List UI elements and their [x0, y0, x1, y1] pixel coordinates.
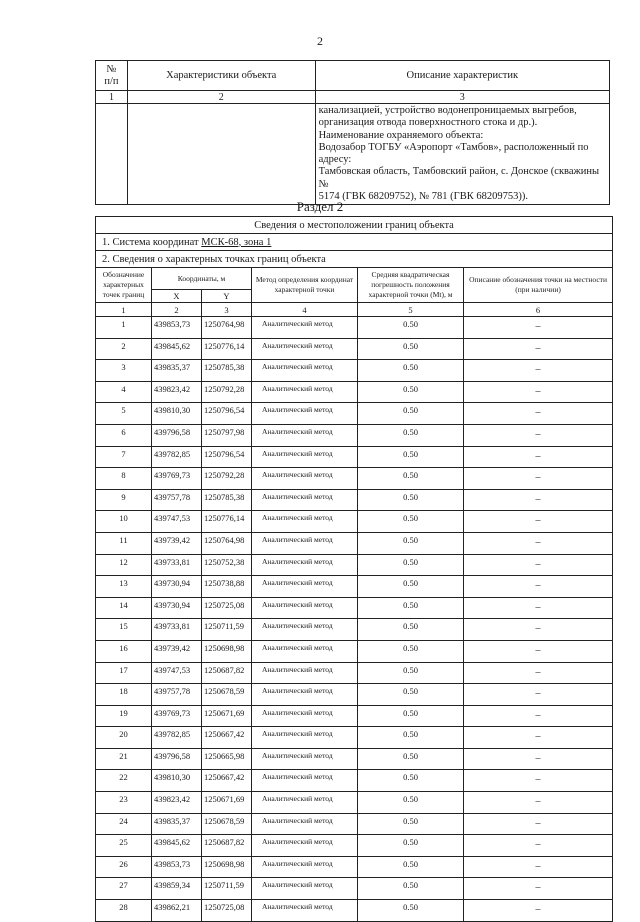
coord-y: 1250776,14 [202, 511, 252, 533]
table-row [96, 489, 613, 511]
marking-cell: – [464, 532, 613, 554]
marking-cell: – [464, 381, 613, 403]
coord-x: 439845,62 [152, 338, 202, 360]
col-number: 1 [96, 91, 128, 104]
marking-cell: – [464, 619, 613, 641]
point-number: 24 [96, 813, 152, 835]
method-cell: Аналитический метод [252, 856, 358, 878]
header-coordinates: Координаты, м [152, 268, 252, 290]
coord-x: 439796,58 [152, 424, 202, 446]
header-x: X [152, 290, 202, 303]
point-number: 1 [96, 317, 152, 339]
method-cell: Аналитический метод [252, 338, 358, 360]
section-title: Раздел 2 [296, 199, 344, 214]
point-number: 4 [96, 381, 152, 403]
marking-cell: – [464, 727, 613, 749]
table-row [96, 684, 613, 706]
table-row [96, 554, 613, 576]
coord-y: 1250687,82 [202, 662, 252, 684]
coord-x: 439747,53 [152, 511, 202, 533]
coord-y: 1250752,38 [202, 554, 252, 576]
coord-y: 1250667,42 [202, 770, 252, 792]
point-number: 9 [96, 489, 152, 511]
table-row [96, 468, 613, 490]
marking-cell: – [464, 597, 613, 619]
point-number: 21 [96, 748, 152, 770]
description-line: 5174 (ГВК 68209752), № 781 (ГВК 68209753)). [318, 191, 528, 203]
table-row [96, 424, 613, 446]
coord-y: 1250764,98 [202, 317, 252, 339]
coord-y: 1250796,54 [202, 446, 252, 468]
point-number: 28 [96, 900, 152, 922]
table-row [96, 900, 613, 922]
point-number: 8 [96, 468, 152, 490]
table-row [96, 856, 613, 878]
description-line: организация отвода поверхностного стока и др.). [318, 117, 538, 129]
empty-cell [96, 104, 128, 205]
marking-cell: – [464, 813, 613, 835]
coord-x: 439835,37 [152, 360, 202, 382]
table-row [96, 640, 613, 662]
coord-x: 439739,42 [152, 532, 202, 554]
method-cell: Аналитический метод [252, 727, 358, 749]
empty-cell [127, 104, 315, 205]
points-label: 2. Сведения о характерных точках границ объекта [96, 251, 613, 268]
method-cell: Аналитический метод [252, 446, 358, 468]
accuracy-cell: 0.50 [358, 835, 464, 857]
table-row [96, 770, 613, 792]
coord-x: 439757,78 [152, 684, 202, 706]
col-number: 1 [96, 303, 152, 317]
coord-y: 1250671,69 [202, 792, 252, 814]
method-cell: Аналитический метод [252, 381, 358, 403]
table-row [96, 597, 613, 619]
table-title: Сведения о местоположении границ объекта [96, 217, 613, 234]
marking-cell: – [464, 878, 613, 900]
coord-x: 439730,94 [152, 597, 202, 619]
method-cell: Аналитический метод [252, 792, 358, 814]
accuracy-cell: 0.50 [358, 856, 464, 878]
marking-cell: – [464, 446, 613, 468]
coord-x: 439769,73 [152, 468, 202, 490]
table-row [96, 403, 613, 425]
coord-y: 1250796,54 [202, 403, 252, 425]
table-row [96, 748, 613, 770]
description-cell [315, 104, 609, 205]
col-number: 5 [358, 303, 464, 317]
table-row [96, 338, 613, 360]
marking-cell: – [464, 662, 613, 684]
marking-cell: – [464, 748, 613, 770]
marking-cell: – [464, 770, 613, 792]
method-cell: Аналитический метод [252, 705, 358, 727]
coord-x: 439733,81 [152, 619, 202, 641]
point-number: 18 [96, 684, 152, 706]
method-cell: Аналитический метод [252, 770, 358, 792]
accuracy-cell: 0.50 [358, 446, 464, 468]
method-cell: Аналитический метод [252, 576, 358, 598]
method-cell: Аналитический метод [252, 878, 358, 900]
coord-y: 1250776,14 [202, 338, 252, 360]
point-number: 23 [96, 792, 152, 814]
header-no: № п/п [96, 61, 128, 91]
coord-y: 1250671,69 [202, 705, 252, 727]
table-row [96, 381, 613, 403]
header-characteristics: Характеристики объекта [127, 61, 315, 91]
coord-y: 1250665,98 [202, 748, 252, 770]
method-cell: Аналитический метод [252, 468, 358, 490]
coord-y: 1250792,28 [202, 381, 252, 403]
point-number: 26 [96, 856, 152, 878]
description-line: Водозабор ТОГБУ «Аэропорт «Тамбов», расположенный по адресу: [318, 141, 589, 166]
coord-y: 1250687,82 [202, 835, 252, 857]
method-cell: Аналитический метод [252, 317, 358, 339]
coord-x: 439835,37 [152, 813, 202, 835]
coord-system-value: МСК-68, зона 1 [201, 236, 272, 248]
coord-x: 439730,94 [152, 576, 202, 598]
accuracy-cell: 0.50 [358, 403, 464, 425]
table-row [96, 727, 613, 749]
coord-x: 439810,30 [152, 403, 202, 425]
coord-x: 439823,42 [152, 792, 202, 814]
coord-y: 1250725,08 [202, 900, 252, 922]
accuracy-cell: 0.50 [358, 424, 464, 446]
method-cell: Аналитический метод [252, 532, 358, 554]
marking-cell: – [464, 856, 613, 878]
coord-x: 439859,34 [152, 878, 202, 900]
accuracy-cell: 0.50 [358, 360, 464, 382]
coord-x: 439853,73 [152, 317, 202, 339]
table-row [96, 317, 613, 339]
coord-x: 439782,85 [152, 446, 202, 468]
point-number: 16 [96, 640, 152, 662]
coord-y: 1250738,88 [202, 576, 252, 598]
marking-cell: – [464, 511, 613, 533]
coord-y: 1250678,59 [202, 813, 252, 835]
col-number: 6 [464, 303, 613, 317]
marking-cell: – [464, 338, 613, 360]
coord-x: 439823,42 [152, 381, 202, 403]
method-cell: Аналитический метод [252, 813, 358, 835]
table-row [96, 835, 613, 857]
point-number: 5 [96, 403, 152, 425]
coord-y: 1250797,98 [202, 424, 252, 446]
points-body [96, 317, 613, 922]
method-cell: Аналитический метод [252, 640, 358, 662]
method-cell: Аналитический метод [252, 662, 358, 684]
accuracy-cell: 0.50 [358, 684, 464, 706]
marking-cell: – [464, 900, 613, 922]
method-cell: Аналитический метод [252, 835, 358, 857]
accuracy-cell: 0.50 [358, 770, 464, 792]
marking-cell: – [464, 403, 613, 425]
point-number: 14 [96, 597, 152, 619]
marking-cell: – [464, 705, 613, 727]
point-number: 12 [96, 554, 152, 576]
point-number: 10 [96, 511, 152, 533]
coord-y: 1250711,59 [202, 619, 252, 641]
method-cell: Аналитический метод [252, 554, 358, 576]
marking-cell: – [464, 835, 613, 857]
marking-cell: – [464, 468, 613, 490]
col-number: 2 [127, 91, 315, 104]
table-row [96, 360, 613, 382]
coord-x: 439853,73 [152, 856, 202, 878]
table-row [96, 813, 613, 835]
accuracy-cell: 0.50 [358, 576, 464, 598]
coord-x: 439782,85 [152, 727, 202, 749]
point-number: 27 [96, 878, 152, 900]
coord-y: 1250698,98 [202, 640, 252, 662]
marking-cell: – [464, 640, 613, 662]
method-cell: Аналитический метод [252, 597, 358, 619]
method-cell: Аналитический метод [252, 424, 358, 446]
point-number: 20 [96, 727, 152, 749]
coord-x: 439845,62 [152, 835, 202, 857]
coord-x: 439810,30 [152, 770, 202, 792]
coord-x: 439862,21 [152, 900, 202, 922]
col-number: 3 [315, 91, 609, 104]
accuracy-cell: 0.50 [358, 813, 464, 835]
marking-cell: – [464, 489, 613, 511]
accuracy-cell: 0.50 [358, 468, 464, 490]
method-cell: Аналитический метод [252, 511, 358, 533]
method-cell: Аналитический метод [252, 360, 358, 382]
accuracy-cell: 0.50 [358, 317, 464, 339]
method-cell: Аналитический метод [252, 489, 358, 511]
table-row [96, 662, 613, 684]
point-number: 6 [96, 424, 152, 446]
coord-y: 1250667,42 [202, 727, 252, 749]
col-number: 3 [202, 303, 252, 317]
method-cell: Аналитический метод [252, 619, 358, 641]
description-line: канализацией, устройство водонепроницаемых выгребов, [318, 105, 577, 116]
coord-x: 439739,42 [152, 640, 202, 662]
point-number: 25 [96, 835, 152, 857]
point-number: 7 [96, 446, 152, 468]
description-line: Наименование охраняемого объекта: [318, 129, 484, 141]
boundary-points-table [95, 216, 613, 922]
coord-y: 1250711,59 [202, 878, 252, 900]
col-number: 4 [252, 303, 358, 317]
accuracy-cell: 0.50 [358, 597, 464, 619]
marking-cell: – [464, 576, 613, 598]
marking-cell: – [464, 424, 613, 446]
method-cell: Аналитический метод [252, 900, 358, 922]
accuracy-cell: 0.50 [358, 338, 464, 360]
marking-cell: – [464, 684, 613, 706]
coord-y: 1250785,38 [202, 360, 252, 382]
header-y: Y [202, 290, 252, 303]
coord-y: 1250725,08 [202, 597, 252, 619]
accuracy-cell: 0.50 [358, 532, 464, 554]
accuracy-cell: 0.50 [358, 878, 464, 900]
description-line: Тамбовская область, Тамбовский район, с. Донское (скважины № [318, 166, 600, 190]
coord-x: 439796,58 [152, 748, 202, 770]
accuracy-cell: 0.50 [358, 748, 464, 770]
table-row [96, 532, 613, 554]
accuracy-cell: 0.50 [358, 554, 464, 576]
table-row [96, 705, 613, 727]
point-number: 13 [96, 576, 152, 598]
accuracy-cell: 0.50 [358, 705, 464, 727]
page-number: 2 [317, 34, 323, 48]
coord-x: 439769,73 [152, 705, 202, 727]
table-row [96, 878, 613, 900]
point-number: 2 [96, 338, 152, 360]
accuracy-cell: 0.50 [358, 727, 464, 749]
coord-x: 439747,53 [152, 662, 202, 684]
method-cell: Аналитический метод [252, 403, 358, 425]
point-number: 22 [96, 770, 152, 792]
col-number: 2 [152, 303, 202, 317]
accuracy-cell: 0.50 [358, 662, 464, 684]
marking-cell: – [464, 792, 613, 814]
marking-cell: – [464, 317, 613, 339]
point-number: 11 [96, 532, 152, 554]
table-row [96, 446, 613, 468]
point-number: 19 [96, 705, 152, 727]
accuracy-cell: 0.50 [358, 640, 464, 662]
point-number: 17 [96, 662, 152, 684]
accuracy-cell: 0.50 [358, 792, 464, 814]
point-number: 3 [96, 360, 152, 382]
coord-y: 1250785,38 [202, 489, 252, 511]
header-accuracy: Средняя квадратическая погрешность положения характерной точки (Mt), м [358, 268, 464, 303]
coord-y: 1250764,98 [202, 532, 252, 554]
point-number: 15 [96, 619, 152, 641]
marking-cell: – [464, 554, 613, 576]
accuracy-cell: 0.50 [358, 619, 464, 641]
accuracy-cell: 0.50 [358, 381, 464, 403]
coord-y: 1250678,59 [202, 684, 252, 706]
coord-y: 1250698,98 [202, 856, 252, 878]
coord-system-row [96, 234, 613, 251]
method-cell: Аналитический метод [252, 684, 358, 706]
coord-y: 1250792,28 [202, 468, 252, 490]
characteristics-table [95, 60, 610, 205]
header-marking: Описание обозначения точки на местности (при наличии) [464, 268, 613, 303]
header-point-designation: Обозначение характерных точек границ [96, 268, 152, 303]
accuracy-cell: 0.50 [358, 489, 464, 511]
table-row [96, 792, 613, 814]
accuracy-cell: 0.50 [358, 511, 464, 533]
header-method: Метод определения координат характерной точки [252, 268, 358, 303]
table-row [96, 576, 613, 598]
accuracy-cell: 0.50 [358, 900, 464, 922]
table-row [96, 511, 613, 533]
coord-x: 439733,81 [152, 554, 202, 576]
coord-system-label: 1. Система координат [102, 236, 199, 248]
coord-x: 439757,78 [152, 489, 202, 511]
header-description: Описание характеристик [315, 61, 609, 91]
table-row [96, 619, 613, 641]
marking-cell: – [464, 360, 613, 382]
method-cell: Аналитический метод [252, 748, 358, 770]
